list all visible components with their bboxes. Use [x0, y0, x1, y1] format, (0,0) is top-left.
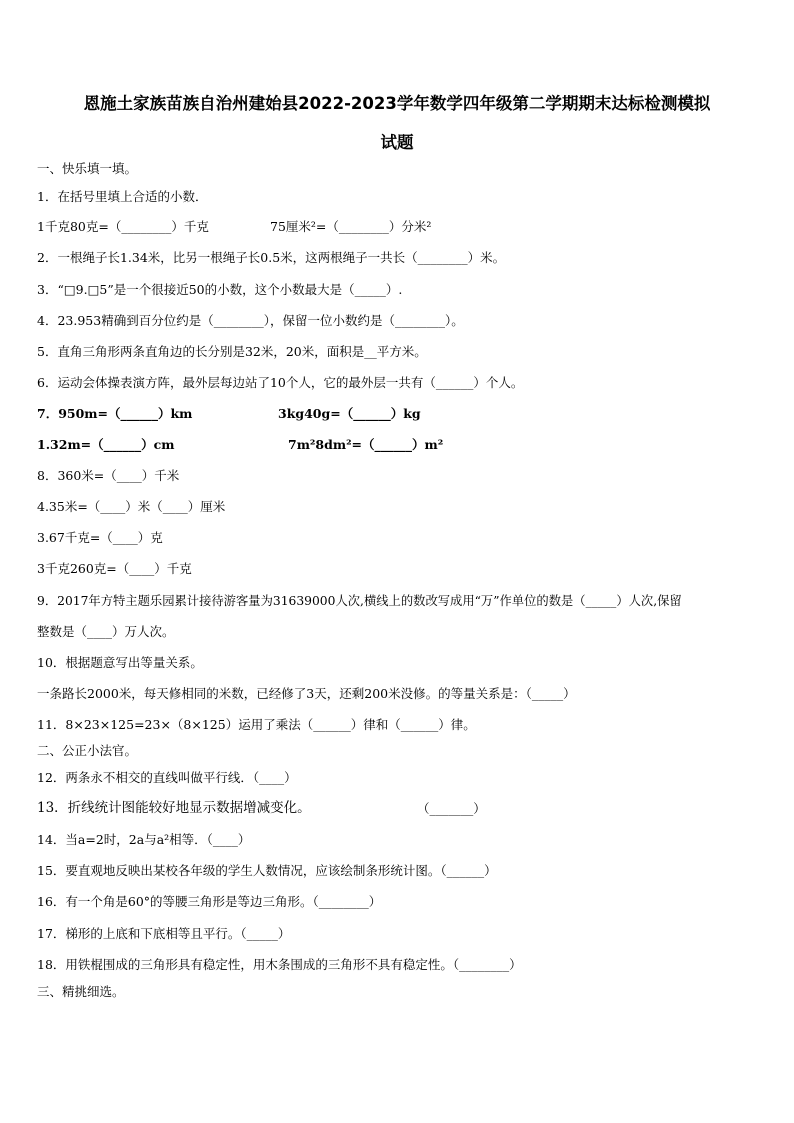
question-8-part-c: 3.67千克=（____）克 [37, 530, 163, 545]
section-heading-fill-in: 一、快乐填一填。 [37, 161, 138, 176]
question-15: 15．要直观地反映出某校各年级的学生人数情况，应该绘制条形统计图。（______） [37, 863, 497, 878]
question-6: 6．运动会体操表演方阵，最外层每边站了10个人，它的最外层一共有（______）个人。 [37, 375, 524, 390]
question-7-part-c: 1.32m=（______）cm [37, 437, 175, 452]
question-1-part-a: 1千克80克=（________）千克 [37, 219, 209, 234]
question-13-blank: （_______） [417, 801, 486, 816]
question-9-line-1: 9．2017年方特主题乐园累计接待游客量为31639000人次,横线上的数改写成用“万”作单位的数是（_____）人次,保留 [37, 594, 682, 608]
question-7-part-d: 7m²8dm²=（______）m² [288, 437, 444, 452]
question-5: 5．直角三角形两条直角边的长分别是32米，20米，面积是__平方米。 [37, 344, 427, 359]
question-18: 18．用铁棍围成的三角形具有稳定性，用木条围成的三角形不具有稳定性。（________） [37, 957, 522, 972]
question-16: 16．有一个角是60°的等腰三角形是等边三角形。（________） [37, 894, 382, 909]
question-8-part-b: 4.35米=（____）米（____）厘米 [37, 499, 226, 514]
question-8-part-a: 8．360米=（____）千米 [37, 468, 180, 483]
question-3: 3．“□9.□5”是一个很接近50的小数，这个小数最大是（_____）. [37, 282, 403, 297]
question-2: 2．一根绳子长1.34米，比另一根绳子长0.5米，这两根绳子一共长（________）米。 [37, 250, 506, 265]
page-title-continued: 试题 [380, 133, 414, 152]
question-10-body: 一条路长2000米，每天修相同的米数，已经修了3天，还剩200米没修。的等量关系是：（_____） [37, 686, 576, 701]
question-11: 11．8×23×125=23×（8×125）运用了乘法（______）律和（______）律。 [37, 717, 476, 732]
question-13: 13．折线统计图能较好地显示数据增减变化。 [37, 800, 311, 816]
question-9-line-2: 整数是（____）万人次。 [37, 624, 175, 639]
question-14: 14．当a=2时，2a与a²相等．（____） [37, 832, 251, 847]
question-10-stem: 10．根据题意写出等量关系。 [37, 655, 203, 670]
question-7-part-b: 3kg40g=（______）kg [278, 406, 421, 421]
page-title: 恩施土家族苗族自治州建始县2022-2023学年数学四年级第二学期期末达标检测模拟 [83, 94, 711, 113]
section-heading-multiple-choice: 三、精挑细选。 [37, 984, 125, 999]
question-8-part-d: 3千克260克=（____）千克 [37, 561, 192, 576]
question-4: 4．23.953精确到百分位约是（________），保留一位小数约是（________）。 [37, 313, 464, 328]
question-1-part-b: 75厘米²=（________）分米² [270, 219, 432, 234]
question-12: 12．两条永不相交的直线叫做平行线．（____） [37, 770, 297, 785]
question-1-stem: 1．在括号里填上合适的小数． [37, 189, 208, 204]
question-17: 17．梯形的上底和下底相等且平行。（_____） [37, 926, 291, 941]
question-7-part-a: 7．950m=（______）km [37, 406, 193, 421]
section-heading-true-false: 二、公正小法官。 [37, 743, 138, 758]
